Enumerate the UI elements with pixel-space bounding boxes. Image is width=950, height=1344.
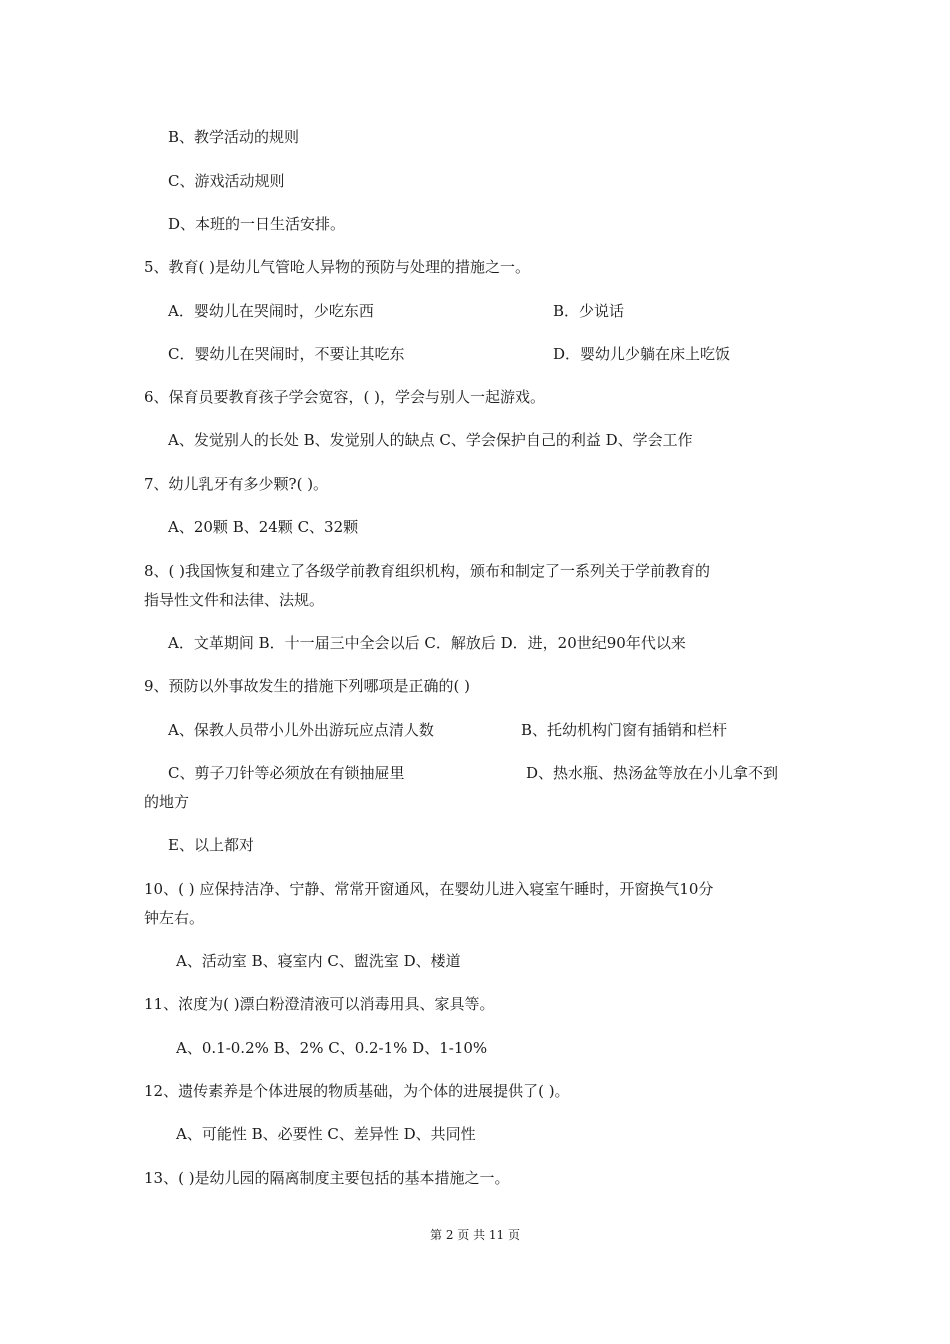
question-8-continued: 指导性文件和法律、法规。 — [144, 591, 325, 609]
question-11: 11、浓度为( )漂白粉澄清液可以消毒用具、家具等。 — [144, 995, 495, 1013]
question-6: 6、保育员要教育孩子学会宽容，( )，学会与别人一起游戏。 — [144, 388, 546, 406]
q9-option-b: B、托幼机构门窗有插销和栏杆 — [521, 721, 728, 739]
q4-option-d: D、本班的一日生活安排。 — [168, 215, 346, 233]
question-10-continued: 钟左右。 — [144, 909, 205, 927]
q7-options: A、20颗 B、24颗 C、32颗 — [168, 518, 359, 536]
q5-option-c: C．婴幼儿在哭闹时，不要让其吃东 — [168, 345, 405, 363]
question-10: 10、( ) 应保持洁净、宁静、常常开窗通风，在婴幼儿进入寝室午睡时，开窗换气10分 — [144, 880, 714, 898]
q4-option-b: B、教学活动的规则 — [168, 128, 300, 146]
q9-option-a: A、保教人员带小儿外出游玩应点清人数 — [168, 721, 434, 739]
page-number-footer: 第 2 页 共 11 页 — [430, 1228, 520, 1242]
q9-option-c: C、剪子刀针等必须放在有锁抽屉里 — [168, 764, 405, 782]
q10-options: A、活动室 B、寝室内 C、盥洗室 D、楼道 — [176, 952, 461, 970]
q12-options: A、可能性 B、必要性 C、差异性 D、共同性 — [176, 1125, 476, 1143]
question-12: 12、遗传素养是个体进展的物质基础，为个体的进展提供了( )。 — [144, 1082, 570, 1100]
q11-options: A、0.1-0.2% B、2% C、0.2-1% D、1-10% — [176, 1039, 488, 1057]
q5-option-a: A．婴幼儿在哭闹时，少吃东西 — [168, 302, 374, 320]
q9-option-e: E、以上都对 — [168, 836, 254, 854]
q8-options: A．文革期间 B．十一届三中全会以后 C．解放后 D．进，20世纪90年代以来 — [168, 634, 686, 652]
q5-option-d: D．婴幼儿少躺在床上吃饭 — [553, 345, 731, 363]
q5-option-b: B．少说话 — [553, 302, 625, 320]
question-5: 5、教育( )是幼儿气管呛人异物的预防与处理的措施之一。 — [144, 258, 531, 276]
q4-option-c: C、游戏活动规则 — [168, 172, 285, 190]
question-8: 8、( )我国恢复和建立了各级学前教育组织机构，颁布和制定了一系列关于学前教育的 — [144, 562, 711, 580]
q9-option-d-continued: 的地方 — [144, 793, 190, 811]
question-7: 7、幼儿乳牙有多少颗?( )。 — [144, 475, 329, 493]
q6-options: A、发觉别人的长处 B、发觉别人的缺点 C、学会保护自己的利益 D、学会工作 — [168, 431, 693, 449]
question-9: 9、预防以外事故发生的措施下列哪项是正确的( ) — [144, 677, 471, 695]
q9-option-d: D、热水瓶、热汤盆等放在小儿拿不到 — [526, 764, 779, 782]
question-13: 13、( )是幼儿园的隔离制度主要包括的基本措施之一。 — [144, 1169, 510, 1187]
